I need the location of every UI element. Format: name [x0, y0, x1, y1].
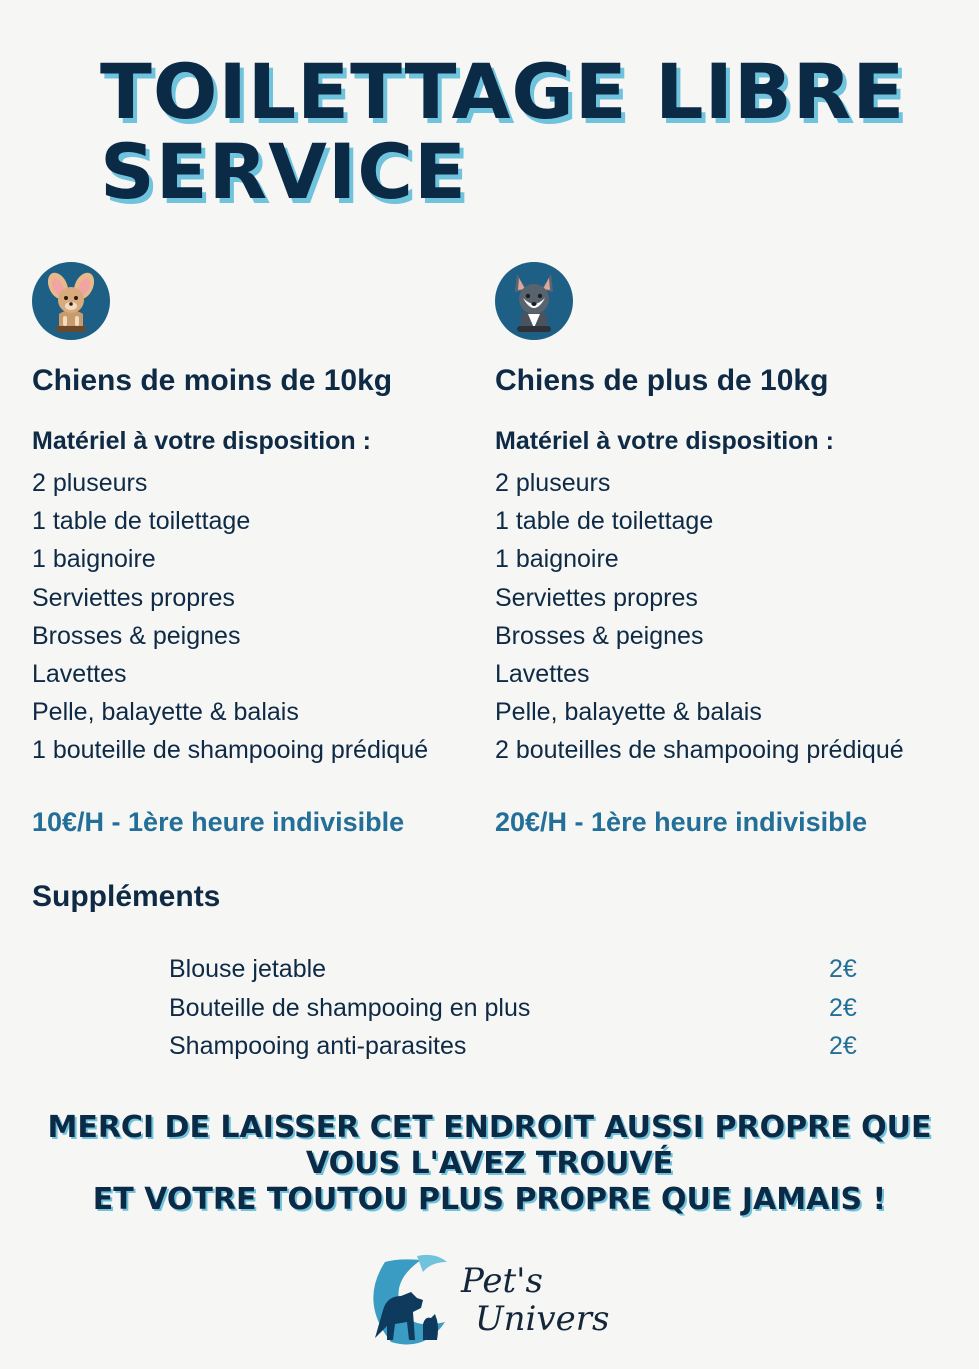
small-dog-icon — [32, 262, 110, 340]
materials-heading: Matériel à votre disposition : — [495, 427, 834, 455]
column-large-dogs — [495, 262, 965, 837]
page-title — [100, 47, 906, 216]
supplement-price: 2€ — [829, 993, 857, 1022]
list-item: Pelle, balayette & balais — [32, 698, 299, 727]
large-dog-icon — [495, 262, 573, 340]
column-small-dogs — [32, 262, 502, 837]
footer-line-3: ET VOTRE TOUTOU PLUS PROPRE QUE JAMAIS ! — [92, 1182, 887, 1217]
logo-line-1: Pet's — [461, 1261, 543, 1301]
column-heading: Chiens de moins de 10kg — [32, 364, 393, 397]
title-line-2: SERVICE — [100, 127, 467, 216]
list-item: Brosses & peignes — [32, 621, 241, 650]
table-row — [169, 989, 869, 1028]
footer-line-2: VOUS L'AVEZ TROUVÉ — [305, 1146, 674, 1181]
price-label: 20€/H - 1ère heure indivisible — [495, 807, 868, 837]
list-item: Brosses & peignes — [495, 621, 704, 650]
list-item: 1 table de toilettage — [32, 507, 251, 536]
price-label: 10€/H - 1ère heure indivisible — [32, 807, 405, 837]
column-heading: Chiens de plus de 10kg — [495, 364, 829, 397]
list-item: 2 bouteilles de shampooing prédiqué — [495, 736, 904, 765]
logo-wordmark — [461, 1262, 609, 1338]
brand-logo — [365, 1252, 625, 1352]
materials-list — [32, 464, 428, 770]
list-item: Lavettes — [495, 660, 590, 689]
supplements-table — [169, 950, 869, 1066]
supplement-label: Shampooing anti-parasites — [169, 1032, 467, 1060]
list-item: Pelle, balayette & balais — [495, 698, 762, 727]
footer-line-1: MERCI DE LAISSER CET ENDROIT AUSSI PROPRE QUE — [47, 1110, 932, 1145]
supplements-heading: Suppléments — [32, 880, 221, 913]
list-item: 2 pluseurs — [495, 469, 611, 497]
list-item: Lavettes — [32, 660, 127, 689]
list-item: Serviettes propres — [32, 583, 235, 612]
logo-mark-icon — [365, 1252, 461, 1352]
supplement-label: Blouse jetable — [169, 955, 327, 983]
list-item: 1 bouteille de shampooing prédiqué — [32, 736, 429, 765]
supplement-label: Bouteille de shampooing en plus — [169, 993, 531, 1022]
list-item: 2 pluseurs — [32, 469, 148, 497]
supplement-price: 2€ — [829, 955, 857, 983]
materials-list — [495, 464, 904, 770]
list-item: Serviettes propres — [495, 583, 698, 612]
title-line-1: TOILETTAGE LIBRE — [100, 47, 906, 136]
supplement-price: 2€ — [829, 1032, 857, 1060]
table-row — [169, 1027, 869, 1066]
list-item: 1 baignoire — [495, 545, 619, 574]
table-row — [169, 950, 869, 989]
list-item: 1 baignoire — [32, 545, 156, 574]
logo-line-2: Univers — [475, 1299, 610, 1339]
materials-heading: Matériel à votre disposition : — [32, 427, 371, 455]
list-item: 1 table de toilettage — [495, 507, 714, 536]
footer-message — [0, 1110, 979, 1218]
